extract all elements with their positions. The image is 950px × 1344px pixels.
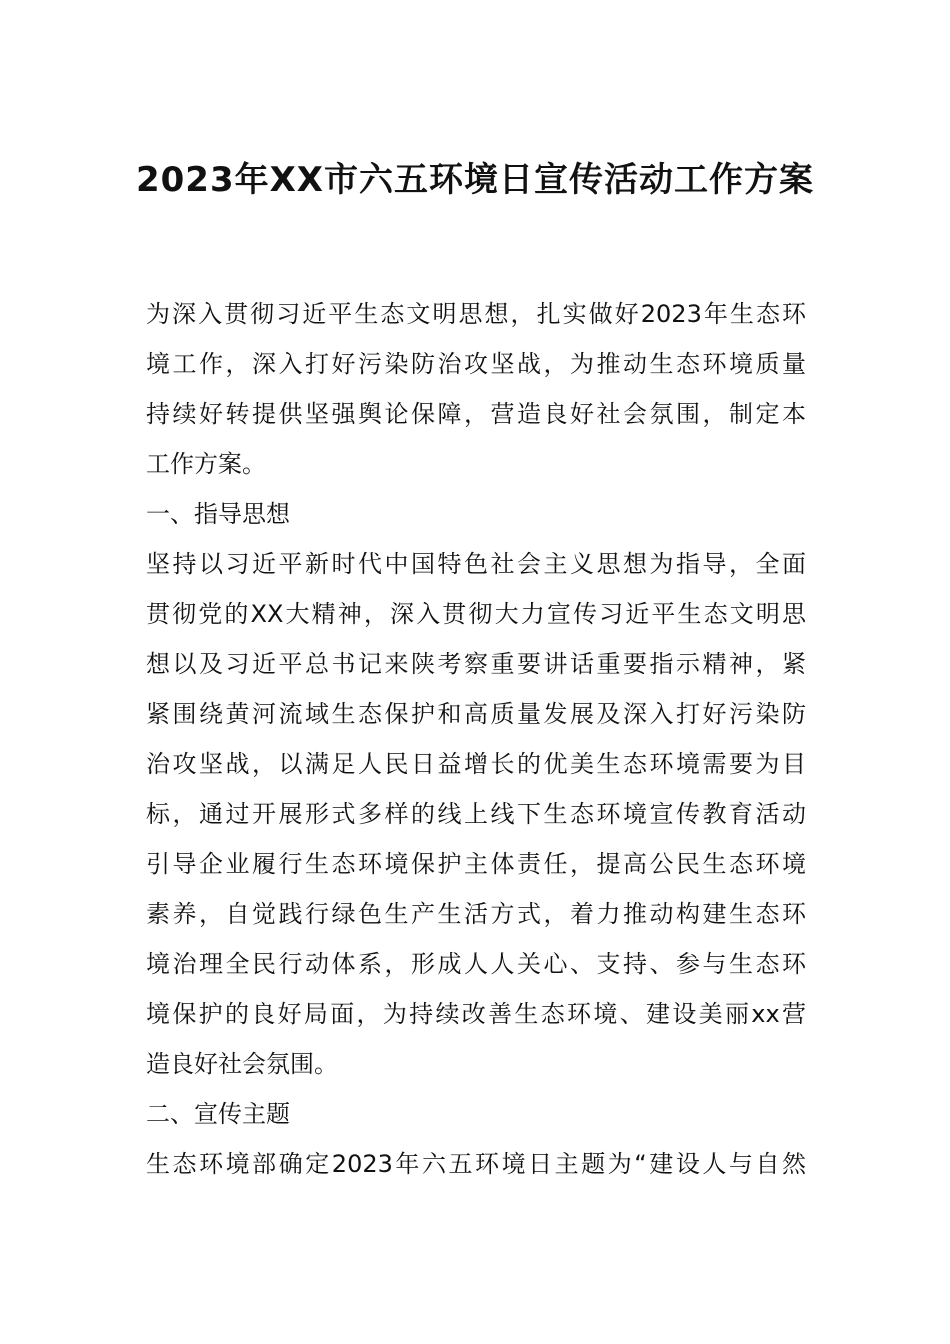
body-line: 素养，自觉践行绿色生产生活方式，着力推动构建生态环	[146, 900, 806, 928]
section-heading: 一、指导思想	[146, 500, 290, 528]
body-line: 引导企业履行生态环境保护主体责任，提高公民生态环境	[146, 850, 806, 878]
body-line: 治攻坚战，以满足人民日益增长的优美生态环境需要为目	[146, 750, 806, 778]
body-line: 境工作，深入打好污染防治攻坚战，为推动生态环境质量	[146, 350, 806, 378]
body-line: 坚持以习近平新时代中国特色社会主义思想为指导，全面	[146, 550, 806, 578]
body-line: 贯彻党的XX大精神，深入贯彻大力宣传习近平生态文明思	[146, 600, 806, 628]
body-line: 紧围绕黄河流域生态保护和高质量发展及深入打好污染防	[146, 700, 806, 728]
body-line: 标，通过开展形式多样的线上线下生态环境宣传教育活动	[146, 800, 806, 828]
body-line: 境保护的良好局面，为持续改善生态环境、建设美丽xx营	[146, 1000, 806, 1028]
body-line: 持续好转提供坚强舆论保障，营造良好社会氛围，制定本	[146, 400, 806, 428]
body-line: 生态环境部确定2023年六五环境日主题为“建设人与自然	[146, 1150, 806, 1178]
body-line: 想以及习近平总书记来陕考察重要讲话重要指示精神，紧	[146, 650, 806, 678]
body-line: 造良好社会氛围。	[146, 1050, 338, 1078]
body-line: 为深入贯彻习近平生态文明思想，扎实做好2023年生态环	[146, 300, 806, 328]
document-title: 2023年XX市六五环境日宣传活动工作方案	[135, 160, 815, 200]
document-body	[146, 289, 806, 1189]
body-line: 境治理全民行动体系，形成人人关心、支持、参与生态环	[146, 950, 806, 978]
body-line: 工作方案。	[146, 450, 266, 478]
section-heading: 二、宣传主题	[146, 1100, 290, 1128]
